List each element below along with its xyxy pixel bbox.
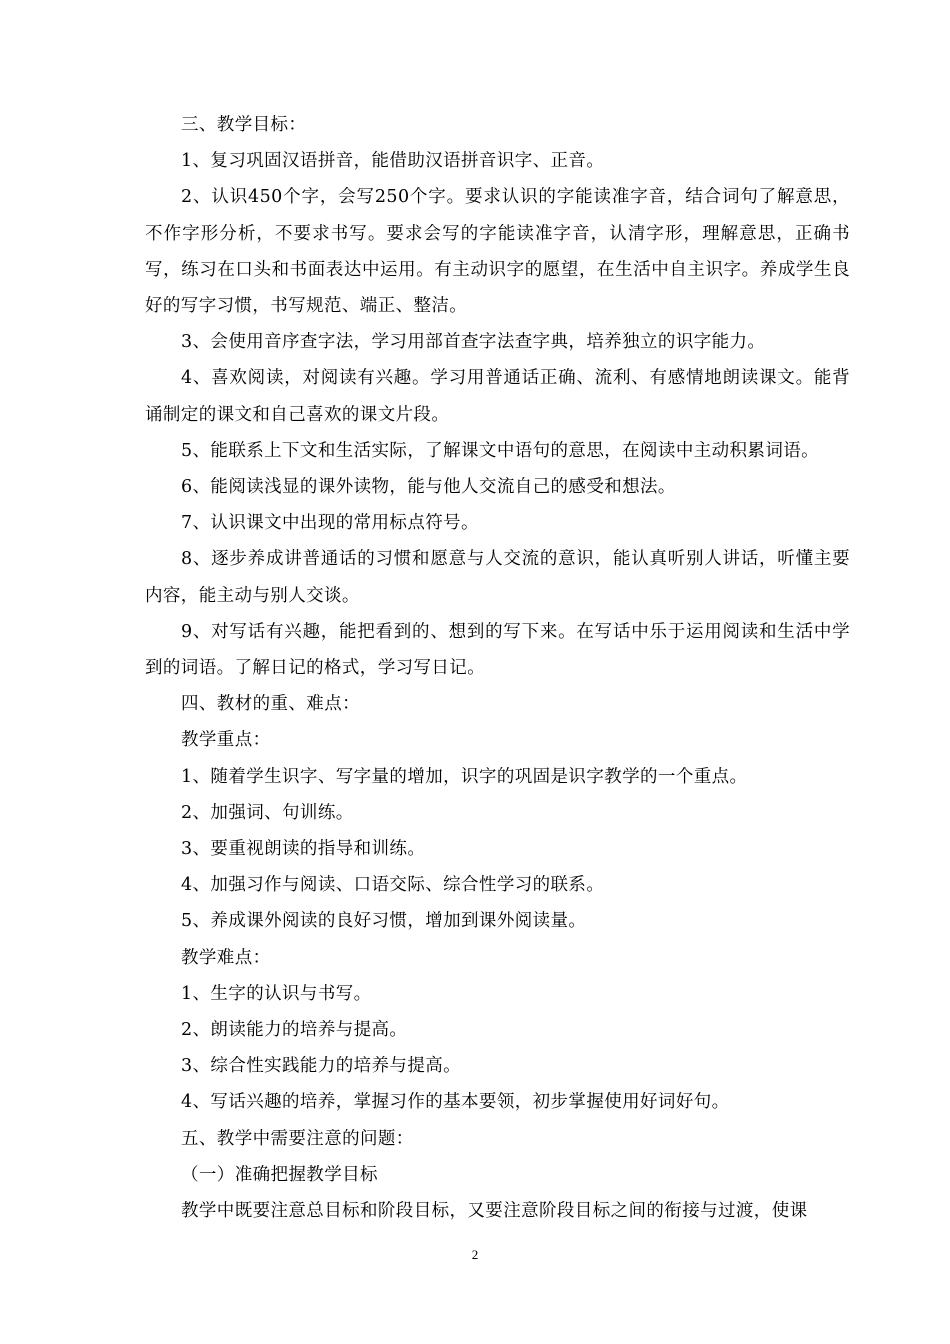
goal-item-8: 8、逐步养成讲普通话的习惯和愿意与人交流的意识，能认真听别人讲话，听懂主要内容，能主动与别人交谈。 [145, 549, 850, 606]
section-heading-notes: 五、教学中需要注意的问题： [181, 1128, 414, 1149]
focus-item-3: 3、要重视朗读的指导和训练。 [181, 839, 426, 860]
goal-item-5: 5、能联系上下文和生活实际，了解课文中语句的意思，在阅读中主动积累词语。 [181, 440, 820, 461]
difficulty-item-2: 2、朗读能力的培养与提高。 [181, 1020, 408, 1041]
goal-item-1: 1、复习巩固汉语拼音，能借助汉语拼音识字、正音。 [181, 151, 605, 172]
goal-item-3: 3、会使用音序查字法，学习用部首查字法查字典，培养独立的识字能力。 [181, 332, 766, 353]
document-body [145, 107, 850, 1229]
difficulty-item-4: 4、写话兴趣的培养，掌握习作的基本要领，初步掌握使用好词好句。 [181, 1092, 730, 1113]
focus-item-5: 5、养成课外阅读的良好习惯，增加到课外阅读量。 [181, 911, 587, 932]
subheading-teaching-focus: 教学重点： [181, 730, 271, 751]
body-paragraph: 教学中既要注意总目标和阶段目标，又要注意阶段目标之间的衔接与过渡，使课 [181, 1201, 808, 1222]
section-heading-teaching-goals: 三、教学目标： [181, 115, 307, 135]
page-number: 2 [471, 1247, 479, 1262]
goal-item-4: 4、喜欢阅读，对阅读有兴趣。学习用普通话正确、流利、有感情地朗读课文。能背诵制定的课文和自己喜欢的课文片段。 [145, 368, 850, 425]
goal-item-6: 6、能阅读浅显的课外读物，能与他人交流自己的感受和想法。 [181, 477, 676, 498]
section-heading-key-points: 四、教材的重、难点： [181, 694, 360, 715]
goal-item-2: 2、认识450个字，会写250个字。要求认识的字能读准字音，结合词句了解意思，不作字形分析，不要求书写。要求会写的字能读准字音，认清字形，理解意思，正确书写，练习在口头和书面表达中运用。有主动识字的愿望，在生活中自主识字。养成学生良好的写字习惯，书写规范、端正、整洁。 [145, 187, 850, 317]
focus-item-4: 4、加强习作与阅读、口语交际、综合性学习的联系。 [181, 875, 605, 896]
goal-item-7: 7、认识课文中出现的常用标点符号。 [181, 513, 479, 534]
goal-item-9: 9、对写话有兴趣，能把看到的、想到的写下来。在写话中乐于运用阅读和生活中学到的词语。了解日记的格式，学习写日记。 [145, 621, 850, 679]
subheading-teaching-difficulties: 教学难点： [181, 947, 271, 968]
subheading-grasp-goals: （一）准确把握教学目标 [181, 1164, 378, 1185]
focus-item-1: 1、随着学生识字、写字量的增加，识字的巩固是识字教学的一个重点。 [181, 766, 748, 787]
difficulty-item-1: 1、生字的认识与书写。 [181, 983, 372, 1004]
difficulty-item-3: 3、综合性实践能力的培养与提高。 [181, 1056, 462, 1077]
focus-item-2: 2、加强词、句训练。 [181, 802, 354, 823]
